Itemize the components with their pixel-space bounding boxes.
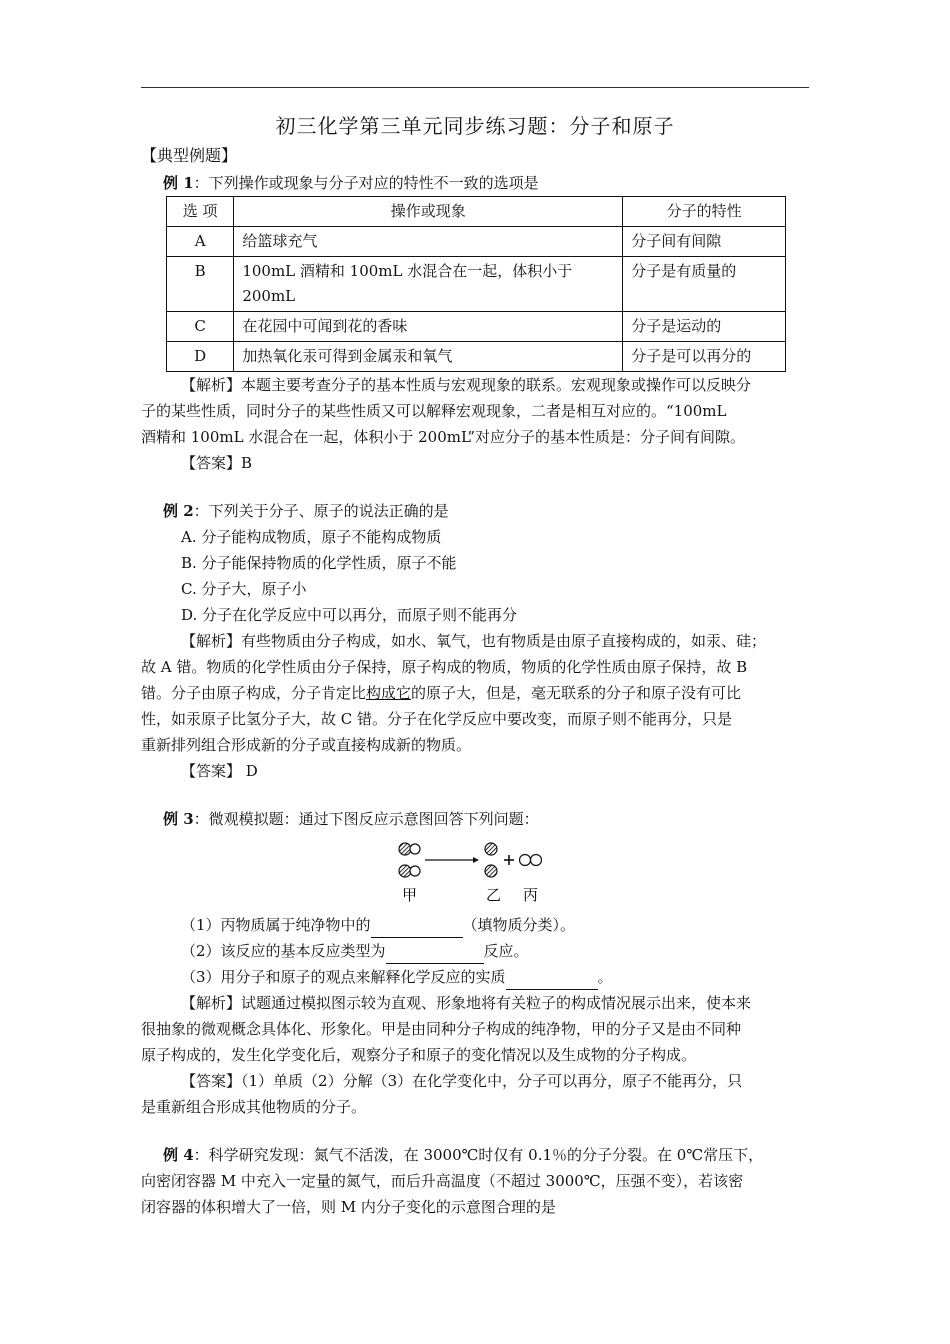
table-header-row <box>167 197 786 227</box>
ex3-answer-cont: 是重新组合形成其他物质的分子。 <box>141 1098 367 1116</box>
underlined-text: 构成它 <box>366 684 412 702</box>
table-row <box>167 227 786 257</box>
ex1-analysis-cont: 子的某些性质，同时分子的某些性质又可以解释宏观现象，二者是相互对应的。“100mL <box>141 402 727 420</box>
ex2-analysis-cont: 性，如汞原子比氢分子大，故 C 错。分子在化学反应中要改变，而原子则不能再分，只是 <box>141 710 733 728</box>
table-cell: 给篮球充气 <box>234 227 623 257</box>
table-header: 选 项 <box>167 197 234 227</box>
ex2-analysis-cont: 故 A 错。物质的化学性质由分子保持，原子构成的物质，物质的化学性质由原子保持，故 B <box>141 658 748 676</box>
top-rule <box>141 87 809 88</box>
ex4-question-cont: 闭容器的体积增大了一倍，则 M 内分子变化的示意图合理的是 <box>141 1198 556 1216</box>
table-row <box>167 257 786 312</box>
ex2-analysis: 【解析】有些物质由分子构成，如水、氧气，也有物质是由原子直接构成的，如汞、硅； <box>181 632 767 650</box>
table-cell: D <box>167 342 234 372</box>
answer-blank[interactable] <box>386 945 484 964</box>
reaction-diagram <box>391 838 809 910</box>
table-row <box>167 342 786 372</box>
ex3-answer: 【答案】（1）单质（2）分解（3）在化学变化中，分子可以再分，原子不能再分，只 <box>181 1072 743 1090</box>
reactant-molecule <box>399 865 420 877</box>
ex3-q2: （2）该反应的基本反应类型为 反应。 <box>141 938 809 964</box>
arrow-icon <box>425 857 479 863</box>
ex2-option: C. 分子大，原子小 <box>181 580 307 598</box>
ex1-answer: 【答案】B <box>181 454 253 472</box>
ex1-question: 例 1：下列操作或现象与分子对应的特性不一致的选项是 <box>163 174 539 192</box>
ex2-option: A. 分子能构成物质，原子不能构成物质 <box>181 528 442 546</box>
table-cell: 100mL 酒精和 100mL 水混合在一起，体积小于 200mL <box>234 257 623 312</box>
document-body <box>141 110 809 1220</box>
ex3-q3: （3）用分子和原子的观点来解释化学反应的实质 。 <box>141 964 809 990</box>
table-cell: 在花园中可闻到花的香味 <box>234 312 623 342</box>
label-bing: 丙 <box>523 886 539 904</box>
ex2-analysis-cont: 错。分子由原子构成，分子肯定比构成它的原子大，但是，毫无联系的分子和原子没有可比 <box>141 684 742 702</box>
reactant-molecule <box>399 843 420 855</box>
ex4-label: 例 4 <box>163 1146 194 1164</box>
ex1-label: 例 1 <box>163 174 194 192</box>
table-cell: C <box>167 312 234 342</box>
ex1-analysis: 【解析】本题主要考查分子的基本性质与宏观现象的联系。宏观现象或操作可以反映分 <box>181 376 752 394</box>
answer-blank[interactable] <box>506 971 598 990</box>
label-jia: 甲 <box>402 886 418 904</box>
ex1-table <box>166 196 786 372</box>
section-heading: 【典型例题】 <box>141 146 238 165</box>
reaction-diagram-svg <box>391 838 571 906</box>
ex3-analysis-cont: 原子构成的，发生化学变化后，观察分子和原子的变化情况以及生成物的分子构成。 <box>141 1046 697 1064</box>
table-cell: 分子是有质量的 <box>623 257 786 312</box>
table-header: 操作或现象 <box>234 197 623 227</box>
answer-blank[interactable] <box>371 919 463 938</box>
ex3-question: 例 3：微观模拟题：通过下图反应示意图回答下列问题： <box>163 810 539 828</box>
table-cell: 分子是运动的 <box>623 312 786 342</box>
ex2-option: B. 分子能保持物质的化学性质，原子不能 <box>181 554 457 572</box>
ex2-answer: 【答案】 D <box>181 762 258 780</box>
ex3-analysis-cont: 很抽象的微观概念具体化、形象化。甲是由同种分子构成的纯净物，甲的分子又是由不同种 <box>141 1020 742 1038</box>
ex4-question: 例 4：科学研究发现：氮气不活泼，在 3000℃时仅有 0.1％的分子分裂。在 0℃常压下， <box>163 1146 764 1164</box>
product-atom <box>485 865 497 877</box>
ex2-question: 例 2：下列关于分子、原子的说法正确的是 <box>163 502 449 520</box>
table-header: 分子的特性 <box>623 197 786 227</box>
ex4-question-cont: 向密闭容器 M 中充入一定量的氮气，而后升高温度（不超过 3000℃，压强不变），若该密 <box>141 1172 744 1190</box>
product-molecule <box>520 855 542 866</box>
ex3-label: 例 3 <box>163 810 194 828</box>
page-title: 初三化学第三单元同步练习题：分子和原子 <box>275 114 675 138</box>
ex2-analysis-cont: 重新排列组合形成新的分子或直接构成新的物质。 <box>141 736 472 754</box>
ex3-analysis: 【解析】试题通过模拟图示较为直观、形象地将有关粒子的构成情况展示出来，使本来 <box>181 994 752 1012</box>
ex3-q1: （1）丙物质属于纯净物中的 （填物质分类）。 <box>141 912 809 938</box>
table-cell: B <box>167 257 234 312</box>
plus-icon <box>504 855 514 865</box>
ex2-label: 例 2 <box>163 502 194 520</box>
ex1-analysis-cont: 酒精和 100mL 水混合在一起，体积小于 200mL”对应分子的基本性质是：分子间有间隙。 <box>141 428 746 446</box>
product-atom <box>485 843 497 855</box>
ex2-option: D. 分子在化学反应中可以再分，而原子则不能再分 <box>181 606 518 624</box>
table-cell: 分子间有间隙 <box>623 227 786 257</box>
table-row <box>167 312 786 342</box>
table-cell: A <box>167 227 234 257</box>
label-yi: 乙 <box>486 886 502 904</box>
table-cell: 加热氧化汞可得到金属汞和氧气 <box>234 342 623 372</box>
table-cell: 分子是可以再分的 <box>623 342 786 372</box>
